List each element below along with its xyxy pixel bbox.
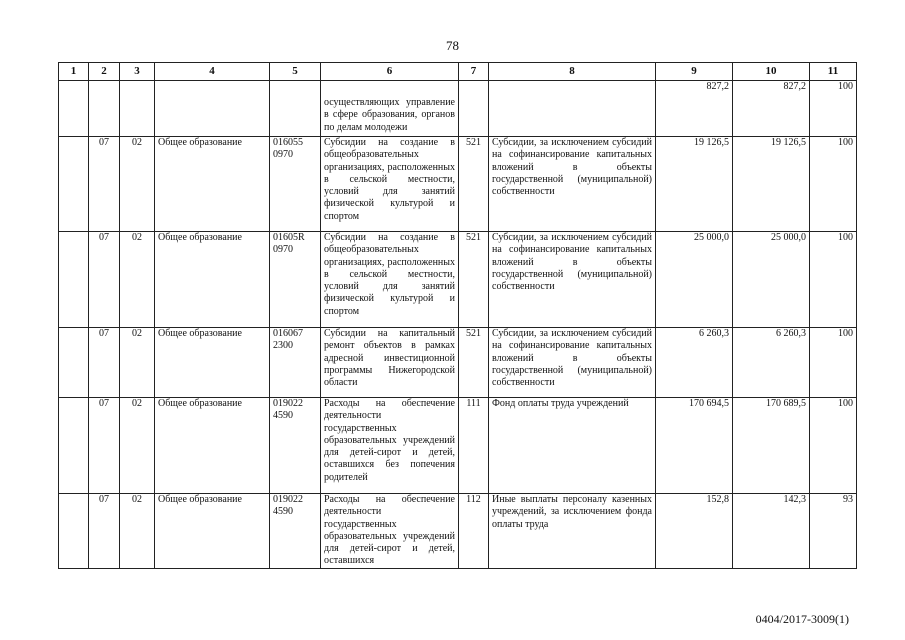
cell-col1 bbox=[59, 494, 89, 569]
header-cell: 5 bbox=[270, 63, 321, 81]
cell-subsection: 02 bbox=[120, 398, 155, 494]
cell-plan: 25 000,0 bbox=[656, 232, 733, 328]
header-cell: 1 bbox=[59, 63, 89, 81]
cell-section: 07 bbox=[89, 328, 120, 398]
cell-expense-name: Субсидии, за исключением субсидий на софинансирование капитальных вложений в объекты государственной (муниципальной) собственности bbox=[489, 328, 656, 398]
cell-name: Общее образование bbox=[155, 398, 270, 494]
cell-target-name: осуществляющих управление в сфере образования, органов по делам молодежи bbox=[321, 81, 459, 137]
cell-actual: 6 260,3 bbox=[733, 328, 810, 398]
cell-actual: 25 000,0 bbox=[733, 232, 810, 328]
cell-expense-name: Субсидии, за исключением субсидий на софинансирование капитальных вложений в объекты государственной (муниципальной) собственности bbox=[489, 137, 656, 232]
cell-target-name: Субсидии на создание в общеобразовательных организациях, расположенных в сельской местности, условий для занятий физической культурой и спортом bbox=[321, 137, 459, 232]
cell-subsection: 02 bbox=[120, 232, 155, 328]
cell-subsection: 02 bbox=[120, 328, 155, 398]
cell-expense-code: 521 bbox=[459, 232, 489, 328]
cell-percent: 100 bbox=[810, 232, 857, 328]
cell-name: Общее образование bbox=[155, 137, 270, 232]
cell-expense-code: 112 bbox=[459, 494, 489, 569]
header-cell: 10 bbox=[733, 63, 810, 81]
cell-target-code: 019022 4590 bbox=[270, 398, 321, 494]
table-row bbox=[59, 137, 857, 232]
cell-plan: 827,2 bbox=[656, 81, 733, 137]
cell-target-code: 016067 2300 bbox=[270, 328, 321, 398]
cell-section: 07 bbox=[89, 232, 120, 328]
cell-name: Общее образование bbox=[155, 232, 270, 328]
header-cell: 6 bbox=[321, 63, 459, 81]
cell-actual: 19 126,5 bbox=[733, 137, 810, 232]
cell-col1 bbox=[59, 137, 89, 232]
cell-target-code: 019022 4590 bbox=[270, 494, 321, 569]
cell-target-name: Расходы на обеспечение деятельности государственных образовательных учреждений для детей-сирот и детей, оставшихся без попечения родителей bbox=[321, 398, 459, 494]
cell-plan: 6 260,3 bbox=[656, 328, 733, 398]
cell-section: 07 bbox=[89, 494, 120, 569]
cell-percent: 100 bbox=[810, 328, 857, 398]
cell-section: 07 bbox=[89, 398, 120, 494]
cell-percent: 100 bbox=[810, 81, 857, 137]
cell-expense-name: Фонд оплаты труда учреждений bbox=[489, 398, 656, 494]
cell-percent: 100 bbox=[810, 137, 857, 232]
cell-subsection bbox=[120, 81, 155, 137]
cell-expense-name: Иные выплаты персоналу казенных учреждений, за исключением фонда оплаты труда bbox=[489, 494, 656, 569]
cell-expense-code: 521 bbox=[459, 328, 489, 398]
cell-target-code bbox=[270, 81, 321, 137]
cell-actual: 827,2 bbox=[733, 81, 810, 137]
cell-expense-name bbox=[489, 81, 656, 137]
header-cell: 9 bbox=[656, 63, 733, 81]
header-cell: 2 bbox=[89, 63, 120, 81]
cell-col1 bbox=[59, 81, 89, 137]
cell-subsection: 02 bbox=[120, 494, 155, 569]
cell-target-name: Субсидии на капитальный ремонт объектов в рамках адресной инвестиционной программы Нижегородской области bbox=[321, 328, 459, 398]
document-code: 0404/2017-3009(1) bbox=[755, 612, 849, 626]
cell-percent: 100 bbox=[810, 398, 857, 494]
cell-actual: 170 689,5 bbox=[733, 398, 810, 494]
cell-target-code: 01605R 0970 bbox=[270, 232, 321, 328]
table-row bbox=[59, 232, 857, 328]
header-cell: 3 bbox=[120, 63, 155, 81]
header-cell: 8 bbox=[489, 63, 656, 81]
cell-actual: 142,3 bbox=[733, 494, 810, 569]
cell-expense-code bbox=[459, 81, 489, 137]
cell-col1 bbox=[59, 328, 89, 398]
cell-section bbox=[89, 81, 120, 137]
cell-target-name: Расходы на обеспечение деятельности государственных образовательных учреждений для детей-сирот и детей, оставшихся bbox=[321, 494, 459, 569]
table-row bbox=[59, 494, 857, 569]
budget-table bbox=[58, 62, 857, 569]
header-cell: 11 bbox=[810, 63, 857, 81]
cell-col1 bbox=[59, 398, 89, 494]
table-row bbox=[59, 398, 857, 494]
header-row bbox=[59, 63, 857, 81]
cell-percent: 93 bbox=[810, 494, 857, 569]
cell-name: Общее образование bbox=[155, 328, 270, 398]
cell-plan: 170 694,5 bbox=[656, 398, 733, 494]
cell-subsection: 02 bbox=[120, 137, 155, 232]
cell-expense-name: Субсидии, за исключением субсидий на софинансирование капитальных вложений в объекты государственной (муниципальной) собственности bbox=[489, 232, 656, 328]
cell-section: 07 bbox=[89, 137, 120, 232]
cell-plan: 152,8 bbox=[656, 494, 733, 569]
cell-target-code: 016055 0970 bbox=[270, 137, 321, 232]
page-number: 78 bbox=[446, 38, 459, 53]
cell-expense-code: 111 bbox=[459, 398, 489, 494]
cell-name bbox=[155, 81, 270, 137]
header-cell: 4 bbox=[155, 63, 270, 81]
cell-expense-code: 521 bbox=[459, 137, 489, 232]
cell-plan: 19 126,5 bbox=[656, 137, 733, 232]
header-cell: 7 bbox=[459, 63, 489, 81]
table-row bbox=[59, 328, 857, 398]
cell-name: Общее образование bbox=[155, 494, 270, 569]
cell-col1 bbox=[59, 232, 89, 328]
table-row bbox=[59, 81, 857, 137]
cell-target-name: Субсидии на создание в общеобразовательных организациях, расположенных в сельской местности, условий для занятий физической культурой и спортом bbox=[321, 232, 459, 328]
